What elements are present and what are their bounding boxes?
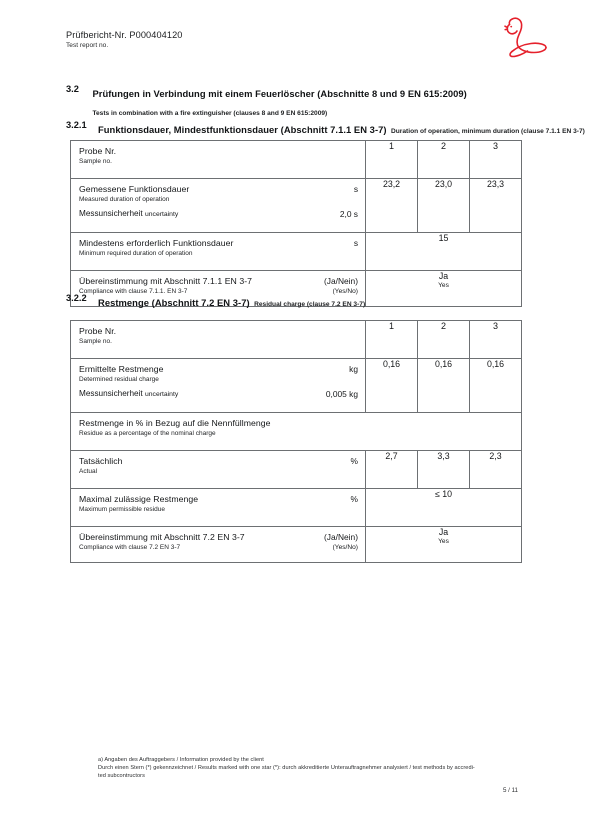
red-handdrawn-snake-logo-icon <box>496 12 552 64</box>
minimum-duration-label-cell <box>71 233 366 271</box>
max-permissible-label-cell <box>71 489 366 527</box>
minimum-duration-label-de: Mindestens erforderlich Funktionsdauer <box>79 238 234 248</box>
measured-value-3: 23,3 <box>470 179 522 233</box>
footer-note-line-3: ted subcontructors <box>98 772 145 779</box>
report-number-en: Test report no. <box>66 42 109 49</box>
compliance-label-de: Übereinstimmung mit Abschnitt 7.2 EN 3-7 <box>79 532 245 542</box>
uncertainty-label <box>79 209 178 219</box>
table-row-actual <box>71 451 522 489</box>
page-number: 5 / 11 <box>502 787 518 794</box>
compliance-unit-en: (Yes/No) <box>332 543 358 551</box>
column-header-2: 2 <box>418 321 470 359</box>
section-heading-3-2-1 <box>66 120 585 138</box>
determined-residual-label-en: Determined residual charge <box>79 375 159 383</box>
column-header-1: 1 <box>366 321 418 359</box>
uncertainty-value: 2,0 s <box>339 209 358 220</box>
compliance-label-en: Compliance with clause 7.1.1. EN 3-7 <box>79 287 188 295</box>
column-header-2: 2 <box>418 141 470 179</box>
section-title-de: Restmenge (Abschnitt 7.2 EN 3-7) <box>98 297 250 308</box>
table-row-minimum-duration <box>71 233 522 271</box>
duration-of-operation-table <box>70 140 522 307</box>
compliance-unit <box>316 532 358 551</box>
column-header-1: 1 <box>366 141 418 179</box>
report-number-de: Prüfbericht-Nr. P000404120 <box>66 30 183 40</box>
compliance-value-en: Yes <box>438 538 449 546</box>
section-heading-3-2 <box>66 84 600 120</box>
determined-residual-label-de: Ermittelte Restmenge <box>79 364 164 374</box>
table-row-header <box>71 321 522 359</box>
compliance-label-en: Compliance with clause 7.2 EN 3-7 <box>79 543 181 551</box>
compliance-value-de: Ja <box>438 271 449 281</box>
uncertainty-label-en: uncertainty <box>145 391 179 399</box>
uncertainty-label-de: Messunsicherheit <box>79 389 143 399</box>
actual-value-3: 2,3 <box>470 451 522 489</box>
footer-note-line-2: Durch einen Stern (*) gekennzeichnet / Results marked with one star (*): durch akkreditierte Unterauftragnehmer analysiert / test methods by accredi- <box>98 764 475 771</box>
measured-duration-label-cell <box>71 179 366 233</box>
determined-residual-unit: kg <box>349 364 358 374</box>
determined-residual-value-2: 0,16 <box>418 359 470 413</box>
minimum-duration-label-en: Minimum required duration of operation <box>79 249 193 257</box>
footer-note-line-1: a) Angaben des Auftraggebers / Information provided by the client <box>98 757 264 763</box>
actual-label-en: Actual <box>79 467 98 475</box>
percent-heading-cell <box>71 413 522 451</box>
compliance-unit-de: (Ja/Nein) <box>324 276 358 286</box>
table-row-percent-heading <box>71 413 522 451</box>
section-title-en: Residual charge (clause 7.2 EN 3-7) <box>254 301 366 308</box>
actual-value-1: 2,7 <box>366 451 418 489</box>
section-number: 3.2.1 <box>66 120 87 130</box>
max-permissible-label-en: Maximum permissible residue <box>79 505 165 513</box>
max-permissible-unit: % <box>350 494 358 504</box>
sample-no-label-en: Sample no. <box>79 157 112 165</box>
compliance-unit <box>316 276 358 295</box>
uncertainty-label-en: uncertainty <box>145 211 179 219</box>
report-header <box>66 30 183 49</box>
compliance-label-cell <box>71 527 366 563</box>
actual-label-de: Tatsächlich <box>79 456 123 466</box>
sample-no-label-cell <box>71 141 366 179</box>
section-heading-3-2-2 <box>66 293 365 311</box>
determined-residual-label-cell <box>71 359 366 413</box>
measured-duration-unit: s <box>353 184 358 194</box>
sample-no-label-de: Probe Nr. <box>79 146 117 156</box>
determined-residual-value-1: 0,16 <box>366 359 418 413</box>
section-title-en: Duration of operation, minimum duration (clause 7.1.1 EN 3-7) <box>391 128 585 135</box>
section-title-de: Prüfungen in Verbindung mit einem Feuerlöscher (Abschnitte 8 und 9 EN 615:2009) <box>92 88 467 99</box>
sample-no-label-en: Sample no. <box>79 337 112 345</box>
page-footer <box>98 757 518 794</box>
sample-no-label-de: Probe Nr. <box>79 326 117 336</box>
uncertainty-value: 0,005 kg <box>325 389 358 400</box>
uncertainty-label <box>79 389 178 399</box>
compliance-value <box>366 271 522 307</box>
table-row-max-permissible <box>71 489 522 527</box>
compliance-value <box>366 527 522 563</box>
measured-value-2: 23,0 <box>418 179 470 233</box>
section-title-en: Tests in combination with a fire extinguisher (clauses 8 and 9 EN 615:2009) <box>92 110 328 117</box>
sample-no-label-cell <box>71 321 366 359</box>
actual-unit: % <box>350 456 358 466</box>
measured-duration-label-de: Gemessene Funktionsdauer <box>79 184 190 194</box>
uncertainty-label-de: Messunsicherheit <box>79 209 143 219</box>
section-title-de: Funktionsdauer, Mindestfunktionsdauer (Abschnitt 7.1.1 EN 3-7) <box>98 124 387 135</box>
determined-residual-value-3: 0,16 <box>470 359 522 413</box>
table-row-determined-residual <box>71 359 522 413</box>
measured-duration-label-en: Measured duration of operation <box>79 195 170 203</box>
compliance-unit-de: (Ja/Nein) <box>324 532 358 542</box>
table-row-compliance <box>71 527 522 563</box>
max-permissible-label-de: Maximal zulässige Restmenge <box>79 494 199 504</box>
minimum-duration-unit: s <box>353 238 358 248</box>
max-permissible-value: ≤ 10 <box>366 489 522 527</box>
residual-charge-table <box>70 320 522 563</box>
compliance-value-de: Ja <box>438 527 449 537</box>
actual-label-cell <box>71 451 366 489</box>
section-number: 3.2 <box>66 84 79 94</box>
table-row-header <box>71 141 522 179</box>
column-header-3: 3 <box>470 321 522 359</box>
section-number: 3.2.2 <box>66 293 87 303</box>
compliance-unit-en: (Yes/No) <box>332 287 358 295</box>
actual-value-2: 3,3 <box>418 451 470 489</box>
measured-value-1: 23,2 <box>366 179 418 233</box>
column-header-3: 3 <box>470 141 522 179</box>
minimum-duration-value: 15 <box>366 233 522 271</box>
table-row-measured-duration <box>71 179 522 233</box>
compliance-value-en: Yes <box>438 282 449 290</box>
compliance-label-de: Übereinstimmung mit Abschnitt 7.1.1 EN 3-7 <box>79 276 253 286</box>
percent-heading-de: Restmenge in % in Bezug auf die Nennfüllmenge <box>79 418 271 428</box>
percent-heading-en: Residue as a percentage of the nominal charge <box>79 429 216 437</box>
